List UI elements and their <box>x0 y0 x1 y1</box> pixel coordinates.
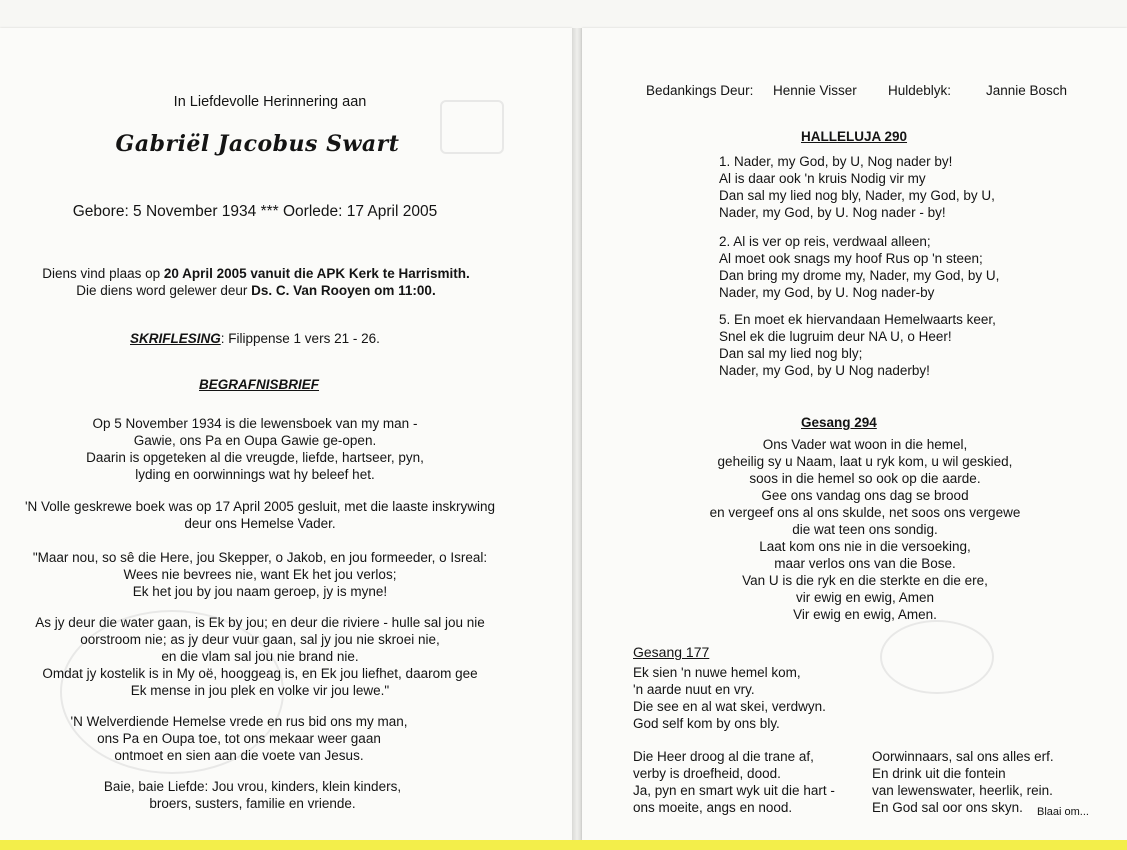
tribute-label: Huldeblyk: <box>888 83 952 98</box>
hymn-line: en vergeef ons al ons skulde, net soos ons vergewe <box>709 505 1021 520</box>
hymn-line: van lewenswater, heerlik, rein. <box>872 783 1053 798</box>
hymn2-text <box>690 436 1040 623</box>
letter-line: Daarin is opgeteken al die vreugde, liefde, hartseer, pyn, <box>86 450 424 465</box>
scripture-reference: : Filippense 1 vers 21 - 26. <box>220 331 380 346</box>
hymn1-verse2 <box>719 233 999 301</box>
turn-over-note: Blaai om... <box>1037 806 1089 818</box>
hymn-line: Ons Vader wat woon in die hemel, <box>762 437 968 452</box>
letter-line: Op 5 November 1934 is die lewensboek van my man - <box>92 416 418 431</box>
hymn-line: Van U is die ryk en die sterkte en die ere, <box>742 573 988 588</box>
hymn-line: ons moeite, angs en nood. <box>633 800 793 815</box>
hymn-line: Dan sal my lied nog bly, Nader, my God, by U, <box>719 188 995 203</box>
letter-line: en die vlam sal jou nie brand nie. <box>161 649 359 664</box>
hymn3-title: Gesang 177 <box>633 644 710 660</box>
letter-line: Wees nie bevrees nie, want Ek het jou verlos; <box>123 567 397 582</box>
hymn-line: vir ewig en ewig, Amen <box>795 590 935 605</box>
hymn-line: 1. Nader, my God, by U, Nog nader by! <box>719 154 953 169</box>
hymn-line: geheilig sy u Naam, laat u ryk kom, u wil geskied, <box>717 454 1013 469</box>
service-minister-time: Ds. C. Van Rooyen om 11:00. <box>251 283 436 298</box>
letter-line: As jy deur die water gaan, is Ek by jou; en deur die riviere - hulle sal jou nie <box>35 615 485 630</box>
scripture-label: SKRIFLESING <box>130 331 221 346</box>
hymn-line: Die Heer droog al die trane af, <box>633 749 814 764</box>
bleed-through-stamp <box>880 620 994 694</box>
service-info-line1 <box>0 265 512 282</box>
hymn-line: Nader, my God, by U. Nog nader - by! <box>719 205 946 220</box>
hymn-line: Al moet ook snags my hoof Rus op 'n steen; <box>719 251 983 266</box>
hymn-line: Ja, pyn en smart wyk uit die hart - <box>633 783 835 798</box>
letter-line: oorstroom nie; as jy deur vuur gaan, sal jy jou nie skroei nie, <box>80 632 440 647</box>
hymn-line: Oorwinnaars, sal ons alles erf. <box>872 749 1054 764</box>
letter-line: ons Pa en Oupa toe, tot ons mekaar weer gaan <box>97 731 381 746</box>
letter-line: Baie, baie Liefde: Jou vrou, kinders, klein kinders, <box>103 779 402 794</box>
hymn-line: Snel ek die lugruim deur NA U, o Heer! <box>719 329 952 344</box>
letter-line: broers, susters, familie en vriende. <box>149 796 356 811</box>
bottom-edge <box>0 840 1127 850</box>
letter-paragraph-3 <box>0 549 520 600</box>
hymn-line: Vir ewig en ewig, Amen. <box>793 607 937 622</box>
letter-line: lyding en oorwinnings wat hy beleef het. <box>135 467 375 482</box>
hymn-line: Die see en al wat skei, verdwyn. <box>633 699 826 714</box>
letter-line: ontmoet en sien aan die voete van Jesus. <box>114 748 364 763</box>
hymn-line: Al is daar ook 'n kruis Nodig vir my <box>719 171 926 186</box>
hymn-line: Nader, my God, by U Nog naderby! <box>719 363 930 378</box>
letter-line: 'N Welverdiende Hemelse vrede en rus bid ons my man, <box>70 714 408 729</box>
thanks-name: Hennie Visser <box>773 83 857 98</box>
hymn3-verse1 <box>633 664 826 732</box>
hymn-line: 5. En moet ek hiervandaan Hemelwaarts keer, <box>719 312 996 327</box>
hymn-line: 2. Al is ver op reis, verdwaal alleen; <box>719 234 931 249</box>
letter-line: "Maar nou, so sê die Here, jou Skepper, o Jakob, en jou formeeder, o Isreal: <box>32 550 488 565</box>
letter-signoff <box>0 778 505 812</box>
hymn1-verse1 <box>719 153 995 221</box>
letter-paragraph-5 <box>0 713 478 764</box>
letter-title: BEGRAFNISBRIEF <box>199 377 320 392</box>
letter-line: Ek het jou by jou naam geroep, jy is myne! <box>132 584 388 599</box>
service-date-place: 20 April 2005 vanuit die APK Kerk te Harrismith. <box>163 266 470 281</box>
hymn-line: God self kom by ons bly. <box>633 716 780 731</box>
letter-paragraph-2 <box>0 498 520 532</box>
letter-paragraph-4 <box>0 614 520 699</box>
letter-line: 'N Volle geskrewe boek was op 17 April 2005 gesluit, met die laaste inskrywing <box>24 499 496 514</box>
letter-line: deur ons Hemelse Vader. <box>184 516 336 531</box>
service-line1-text: Diens vind plaas op <box>42 266 164 281</box>
hymn3-verse3 <box>872 748 1054 816</box>
memorial-heading: In Liefdevolle Herinnering aan <box>173 94 367 110</box>
hymn-line: maar verlos ons van die Bose. <box>774 556 956 571</box>
hymn-line: En God sal oor ons skyn. <box>872 800 1023 815</box>
hymn1-verse5 <box>719 311 996 379</box>
life-dates: Gebore: 5 November 1934 *** Oorlede: 17 April 2005 <box>72 203 438 220</box>
hymn-line: Ek sien 'n nuwe hemel kom, <box>633 665 801 680</box>
letter-paragraph-1 <box>0 415 510 483</box>
letter-line: Gawie, ons Pa en Oupa Gawie ge-open. <box>133 433 377 448</box>
hymn-line: 'n aarde nuut en vry. <box>633 682 755 697</box>
hymn-line: En drink uit die fontein <box>872 766 1006 781</box>
page-spine <box>572 28 582 840</box>
hymn-line: soos in die hemel so ook op die aarde. <box>749 471 981 486</box>
tribute-name: Jannie Bosch <box>986 83 1068 98</box>
hymn-line: Dan sal my lied nog bly; <box>719 346 863 361</box>
hymn1-title: HALLELUJA 290 <box>801 129 908 144</box>
scripture-reading <box>130 330 380 347</box>
letter-line: Ek mense in jou plek en volke vir jou lewe." <box>130 683 390 698</box>
hymn-line: Nader, my God, by U. Nog nader-by <box>719 285 935 300</box>
service-line2-text: Die diens word gelewer deur <box>76 283 252 298</box>
hymn-line: Gee ons vandag ons dag se brood <box>761 488 969 503</box>
hymn3-verse2 <box>633 748 835 816</box>
hymn-line: die wat teen ons sondig. <box>792 522 938 537</box>
letter-line: Omdat jy kostelik is in My oë, hooggeag is, en Ek jou liefhet, daarom gee <box>42 666 478 681</box>
hymn-line: Laat kom ons nie in die versoeking, <box>759 539 971 554</box>
service-info-line2 <box>0 282 512 299</box>
thanks-label: Bedankings Deur: <box>646 83 754 98</box>
hymn-line: verby is droefheid, dood. <box>633 766 781 781</box>
hymn-line: Dan bring my drome my, Nader, my God, by U, <box>719 268 1000 283</box>
deceased-name: Gabriël Jacobus Swart <box>115 131 400 157</box>
hymn2-title: Gesang 294 <box>801 415 877 430</box>
